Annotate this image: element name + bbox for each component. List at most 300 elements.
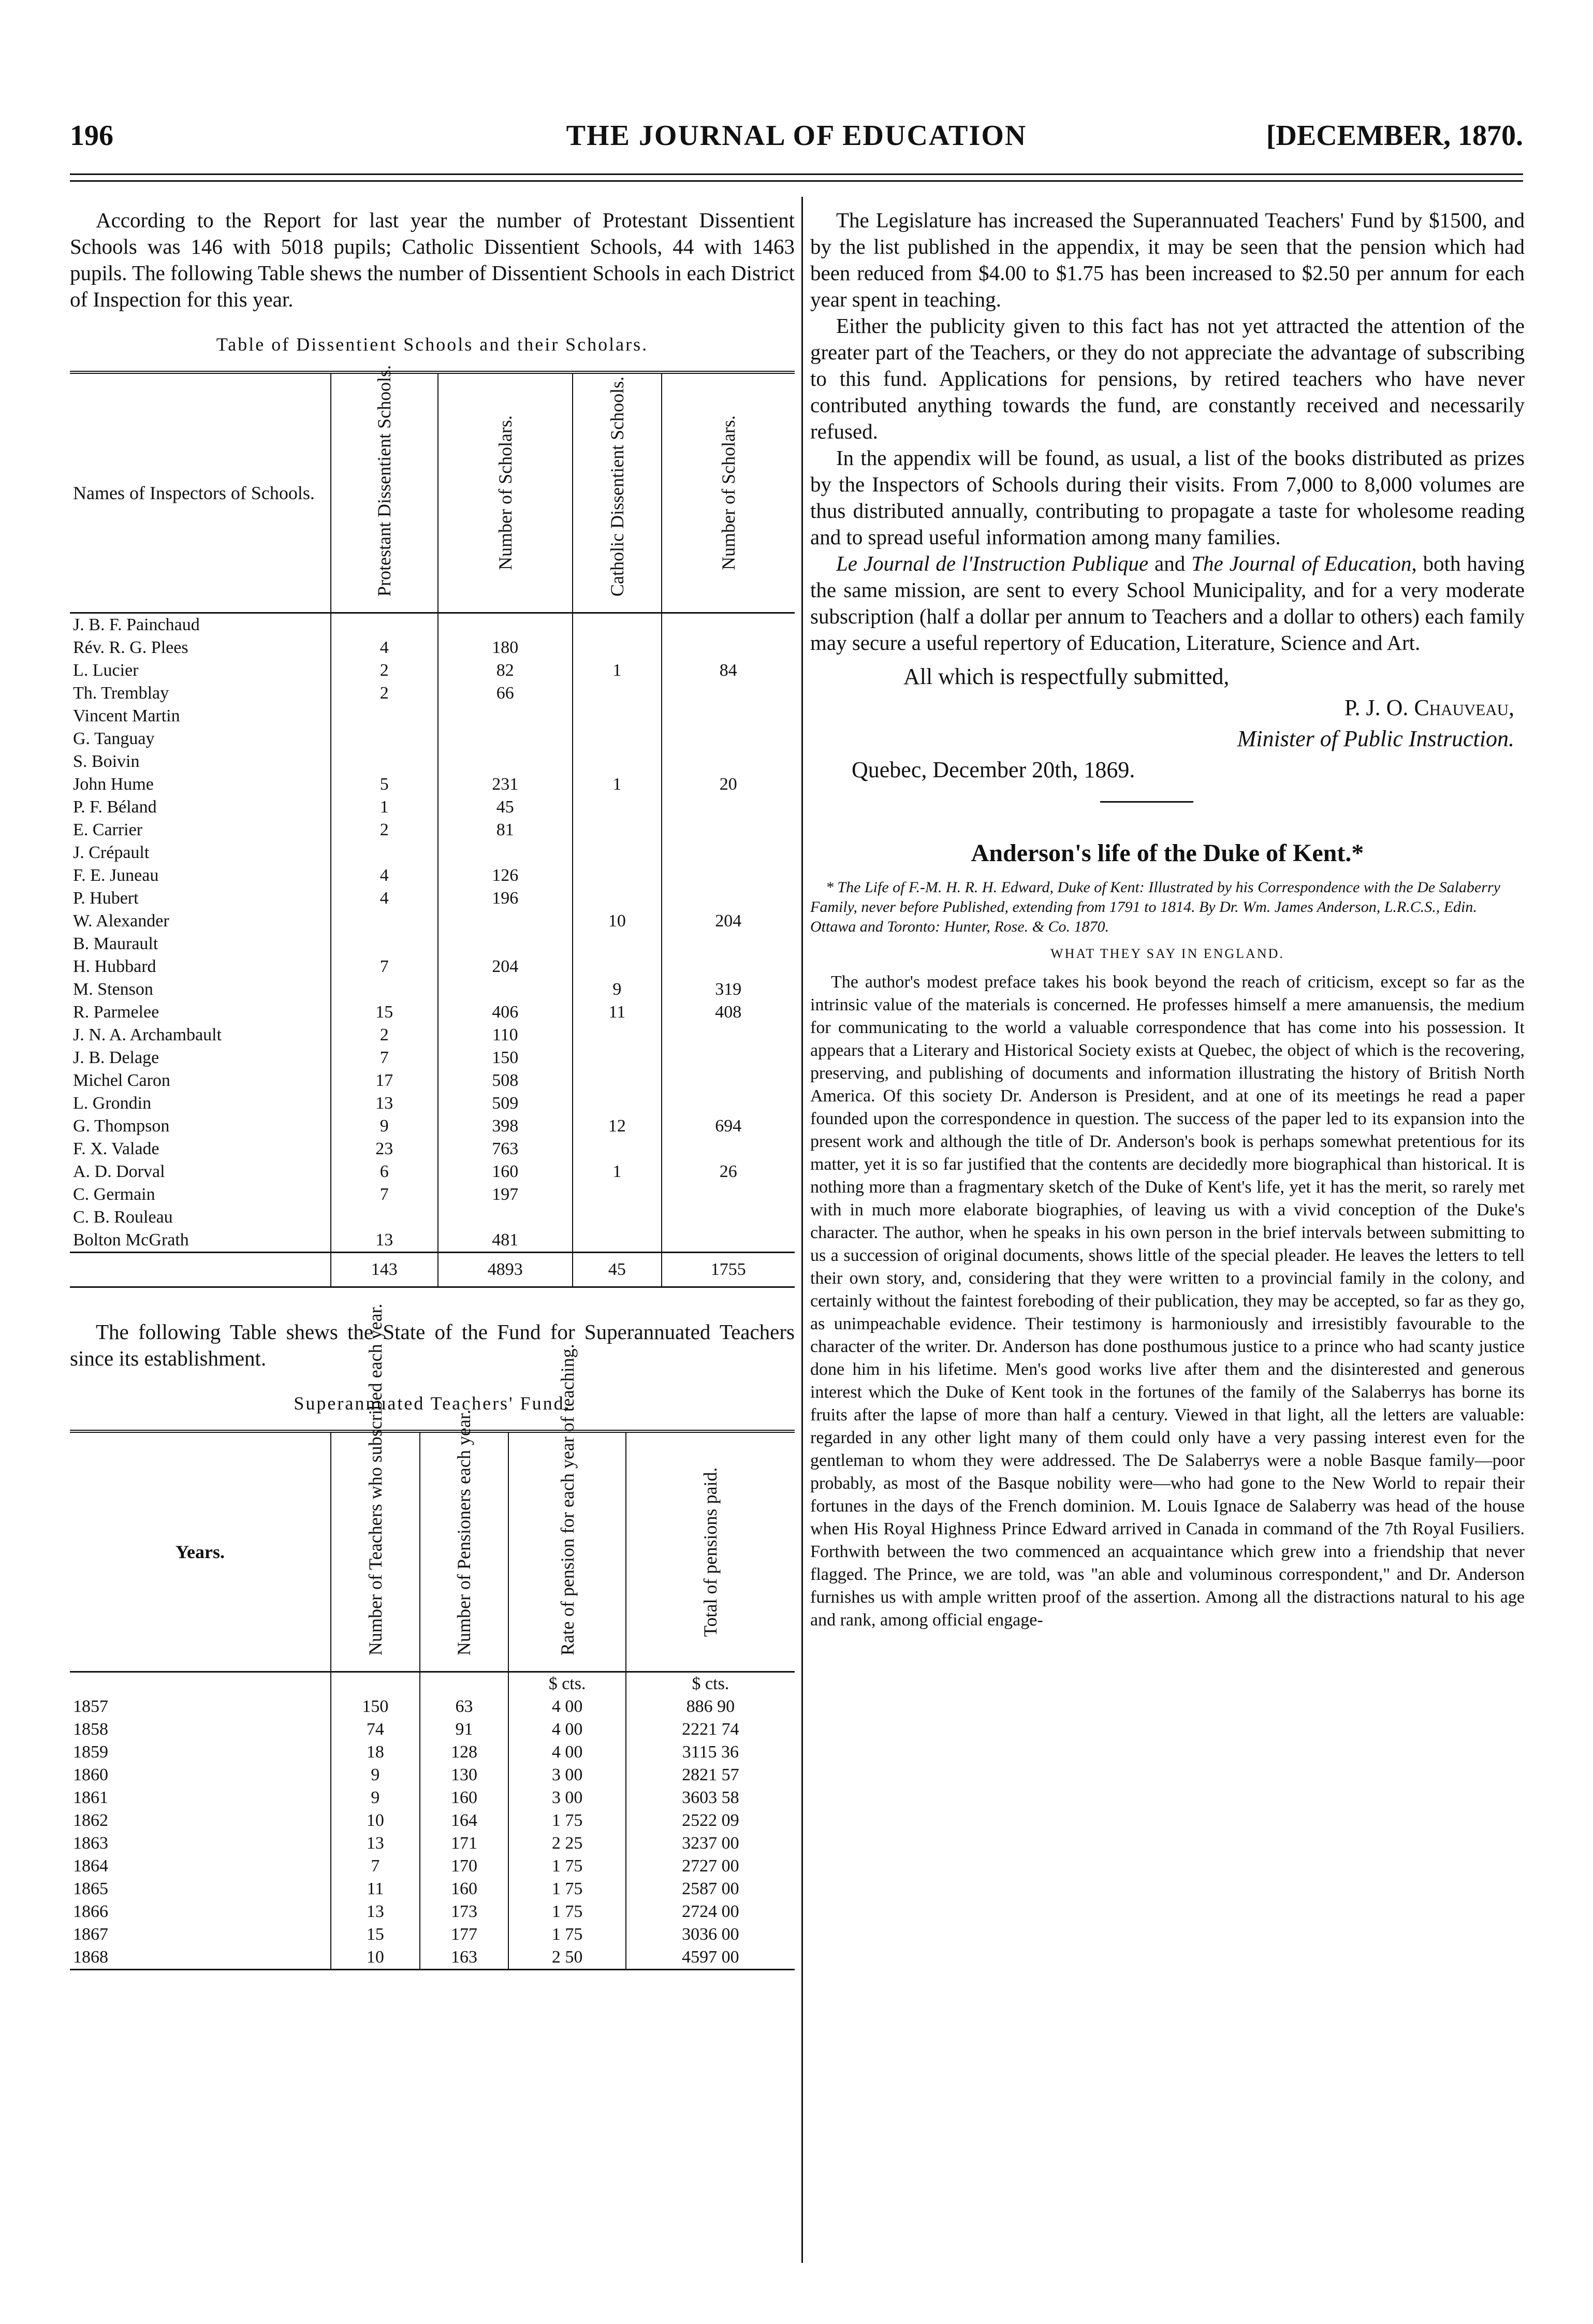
table1-cell [662, 1047, 795, 1069]
table1-row [70, 864, 795, 887]
inspector-name: C. B. Rouleau [73, 1208, 173, 1227]
table1-cell: 4 [331, 887, 438, 910]
journal-english-title: The Journal of Education [1191, 551, 1412, 575]
table1-cell: 1 [331, 796, 438, 819]
journal-french-title: Le Journal de l'Instruction Publique [836, 551, 1149, 575]
table2-units-row [70, 1672, 795, 1696]
table1-header-prot-schools-text: Protestant Dissentient Schools. [374, 365, 395, 597]
table1-cell: 2 [331, 682, 438, 705]
table1-cell: 1 [573, 773, 662, 796]
table2-cell: 7 [331, 1855, 420, 1878]
table2-cell: 3237 00 [626, 1832, 795, 1855]
table2-header-rate-text: Rate of pension for each year of teaching. [557, 1344, 578, 1655]
table1-cell: 6 [331, 1160, 438, 1183]
table1-cell [662, 1024, 795, 1047]
table2-row [70, 1923, 795, 1946]
table1-cell [573, 887, 662, 910]
table2-row [70, 1764, 795, 1786]
inspector-name: R. Parmelee [73, 1003, 159, 1022]
table1-cell [573, 933, 662, 955]
table1-header-row [70, 374, 795, 613]
table1-cell [331, 750, 438, 773]
inspector-name: A. D. Dorval [73, 1162, 165, 1181]
table1-cell: 13 [331, 1092, 438, 1115]
signer-name: P. J. O. Chauveau, [1344, 695, 1514, 720]
review-text: The author's modest preface takes his book beyond the reach of criticism, except so far as the intrinsic value of the materials is concerned. He professes himself a mere amanuensis, the medium for communicating to the world a valuable correspondence that has come into his possession. It appears that a Literary and Historical Society exists at Quebec, the object of which is the recovering, preserving, and publishing of documents and information illustrating the history of British North America. Of this society Dr. Anderson is President, and at one of its meetings he read a paper founded upon the correspondence in question. The success of the paper led to its expansion into the present work and although the title of Dr. Anderson's book is perhaps somewhat pretentious for its matter, yet it is so far justified that the contents are decidedly more biographical than historical. It is nothing more than a fragmentary sketch of the Duke of Kent's life, yet it has the merit, so rarely met with in much more elaborate biographies, of leaving us with a vivid conception of the Duke's character. The author, when he speaks in his own person in the brief intervals between submitting to us a succession of original documents, shows little of the special pleader. He leaves the letters to tell their own story, and, considering that they were written to a provincial family in the colony, and certainly without the faintest foreboding of their publication, they may be accepted, so far as they go, as unimpeachable evidence. Their testimony is harmoniously and irresistibly favourable to the character of the writer. Dr. Anderson has done posthumous justice to a prince who had scanty justice done him in his lifetime. Men's good works live after them and the disinterested and generous interest which the Duke of Kent took in the fortunes of the family of the Salaberrys has borne its fruits after the lapse of more than half a century. Viewed in that light, all the letters are valuable: regarded in any other light many of them could only have a very passing interest even for the gentleman to whom they were addressed. The De Salaberrys were a noble Basque family—poor probably, as most of the Basque nobility were—who had gone to the New World to repair their fortunes in the days of the French dominion. M. Louis Ignace de Salaberry was head of the house when His Royal Highness Prince Edward arrived in Canada in command of the 7th Royal Fusiliers. Forthwith between the two commenced an acquaintance which grew into a friendship that never flagged. The Prince, we are told, was "an able and voluminous correspondent," and Dr. Anderson furnishes us with ample written proof of the assertion. Among all the distractions natural to his age and rank, among official engage- [810, 972, 1525, 1630]
table1-cell [573, 841, 662, 864]
inspector-name: F. X. Valade [73, 1139, 159, 1158]
table1-row [70, 1001, 795, 1024]
table2-row [70, 1832, 795, 1855]
table1-cell [573, 1183, 662, 1206]
table2-cell: 9 [331, 1764, 420, 1786]
inspector-name: B. Maurault [73, 934, 158, 953]
table2-cell: 63 [420, 1695, 509, 1718]
table2-cell: 2 50 [508, 1946, 626, 1969]
table1-cell [438, 613, 573, 637]
year-cell: 1859 [73, 1742, 108, 1762]
table1-cell: 231 [438, 773, 573, 796]
table1-header-cath-scholars [662, 374, 795, 613]
table1-row [70, 933, 795, 955]
table2-cell: 1 75 [508, 1923, 626, 1946]
table2-cell: 3 00 [508, 1764, 626, 1786]
inspector-name: C. Germain [73, 1185, 155, 1204]
table1-total-cell: 1755 [662, 1253, 795, 1287]
table1-cell: 2 [331, 819, 438, 841]
table1-header-cath-scholars-text: Number of Scholars. [718, 415, 739, 571]
year-cell: 1865 [73, 1879, 108, 1898]
table1-cell [662, 1069, 795, 1092]
table1-cell: 9 [331, 1115, 438, 1138]
table1-cell [662, 682, 795, 705]
table2-cell: 2724 00 [626, 1900, 795, 1923]
table1-row [70, 773, 795, 796]
signature-rule [1100, 801, 1193, 803]
table2-cell: 91 [420, 1718, 509, 1741]
table1-cell: 13 [331, 1229, 438, 1253]
journals-paragraph [810, 550, 1525, 656]
table2-cell: 2587 00 [626, 1878, 795, 1900]
table1-header-cath-schools [573, 374, 662, 613]
year-cell: 1866 [73, 1902, 108, 1921]
table2-cell: 18 [331, 1741, 420, 1764]
table1-cell: 398 [438, 1115, 573, 1138]
table1-row [70, 910, 795, 933]
table1-cell [662, 636, 795, 659]
header-rule-bottom [70, 180, 1523, 182]
year-cell: 1858 [73, 1720, 108, 1739]
table1-cell: 15 [331, 1001, 438, 1024]
table1-row [70, 1069, 795, 1092]
inspector-name: Bolton McGrath [73, 1230, 189, 1250]
table1-header-names: Names of Inspectors of Schools. [70, 374, 331, 613]
issue-date: [DECEMBER, 1870. [1266, 120, 1523, 152]
inspector-name: F. E. Juneau [73, 866, 159, 885]
table1-cell [573, 1092, 662, 1115]
table1-cell [331, 978, 438, 1001]
table2-header-pensioners [420, 1410, 509, 1672]
table2-cell: 170 [420, 1855, 509, 1878]
dissentient-schools-table [70, 365, 795, 1288]
year-cell: 1861 [73, 1788, 108, 1807]
table1-cell [573, 819, 662, 841]
signer-title: Minister of Public Instruction. [1237, 726, 1514, 751]
inspector-name: Michel Caron [73, 1071, 170, 1090]
table1-header-prot-scholars [438, 374, 573, 613]
table2-cell: 160 [420, 1786, 509, 1809]
table1-cell: 5 [331, 773, 438, 796]
table1-cell [662, 1183, 795, 1206]
table1-cell: 150 [438, 1047, 573, 1069]
article-footnote: * The Life of F.-M. H. R. H. Edward, Duke of Kent: Illustrated by his Correspondence with the De Salaberry Family, never before Published, extending from 1791 to 1814. By Dr. Wm. James Anderson, L.R.C.S., Edin. Ottawa and Toronto: Hunter, Rose. & Co. 1870. [810, 879, 1500, 935]
table1-cell: 694 [662, 1115, 795, 1138]
table1-cell [438, 841, 573, 864]
table2-cell: 1 75 [508, 1878, 626, 1900]
table2-header-row [70, 1433, 795, 1672]
table2-unit-cell [420, 1672, 509, 1696]
table1-cell: 11 [573, 1001, 662, 1024]
table1-row [70, 796, 795, 819]
table1-cell: 66 [438, 682, 573, 705]
table2-cell: 3603 58 [626, 1786, 795, 1809]
journal-title: THE JOURNAL OF EDUCATION [566, 120, 1027, 152]
table1-row [70, 682, 795, 705]
inspector-name: L. Grondin [73, 1094, 152, 1113]
table2-header-subscribers [331, 1303, 420, 1672]
year-cell: 1864 [73, 1856, 108, 1876]
publicity-paragraph: Either the publicity given to this fact has not yet attracted the attention of the greater part of the Teachers, or they do not appreciate the advantage of subscribing to this fund. Applications for pensions, by retired teachers who have never contributed anything towards the fund, are constantly received and necessarily refused. [810, 314, 1525, 443]
table1-cell [662, 841, 795, 864]
table2-cell: 177 [420, 1923, 509, 1946]
table1-row [70, 841, 795, 864]
year-cell: 1867 [73, 1925, 108, 1944]
article-title: Anderson's life of the Duke of Kent.* [971, 839, 1364, 867]
legislature-paragraph: The Legislature has increased the Superannuated Teachers' Fund by $1500, and by the list published in the appendix, it may be seen that the pension which had been reduced from $4.00 to $1.75 has been increased to $2.50 per annum for each year spent in teaching. [810, 208, 1525, 311]
table1-total-cell: 143 [331, 1253, 438, 1287]
table2-cell: 1 75 [508, 1809, 626, 1832]
table1-cell: 20 [662, 773, 795, 796]
table1-row [70, 1138, 795, 1160]
table2-row [70, 1786, 795, 1809]
table1-cell: 23 [331, 1138, 438, 1160]
table1-cell [573, 1024, 662, 1047]
left-column [70, 207, 795, 2283]
table2-cell: 171 [420, 1832, 509, 1855]
table1-cell: 84 [662, 659, 795, 682]
table2-cell: 163 [420, 1946, 509, 1969]
table2-cell: 173 [420, 1900, 509, 1923]
table1-cell: 508 [438, 1069, 573, 1092]
intro-paragraph: According to the Report for last year the number of Protestant Dissentient Schools was 146 with 5018 pupils; Catholic Dissentient Schools, 44 with 1463 pupils. The following Table shews the number of Dissentient Schools in each District of Inspection for this year. [70, 208, 795, 311]
table1-header-prot-scholars-text: Number of Scholars. [494, 415, 516, 571]
fund-intro-paragraph: The following Table shews the State of the Fund for Superannuated Teachers since its establishment. [70, 1320, 795, 1370]
table1-cell: 7 [331, 1047, 438, 1069]
year-cell: 1868 [73, 1948, 108, 1967]
inspector-name: E. Carrier [73, 820, 143, 839]
table2-cell: 2821 57 [626, 1764, 795, 1786]
table2-cell: 1 75 [508, 1855, 626, 1878]
table1-row [70, 1024, 795, 1047]
table1-row [70, 1115, 795, 1138]
table1-cell [662, 705, 795, 728]
table1-row [70, 613, 795, 637]
table1-cell: 481 [438, 1229, 573, 1253]
table1-row [70, 887, 795, 910]
subheading: WHAT THEY SAY IN ENGLAND. [1050, 946, 1284, 961]
inspector-name: H. Hubbard [73, 957, 156, 976]
inspector-name: M. Stenson [73, 980, 153, 999]
table1-row [70, 636, 795, 659]
inspector-name: P. F. Béland [73, 797, 157, 817]
table1-totals-row [70, 1253, 795, 1287]
table1-cell [573, 1229, 662, 1253]
table2-row [70, 1741, 795, 1764]
page-number: 196 [70, 120, 113, 152]
table1-row [70, 728, 795, 750]
inspector-name: Rév. R. G. Plees [73, 638, 188, 657]
table2-cell: 2522 09 [626, 1809, 795, 1832]
table1-cell [573, 1138, 662, 1160]
table1-total-cell: 45 [573, 1253, 662, 1287]
table1-cell: 197 [438, 1183, 573, 1206]
table1-cell: 4 [331, 864, 438, 887]
table1-cell [573, 728, 662, 750]
table1-cell [662, 1229, 795, 1253]
place-date: Quebec, December 20th, 1869. [852, 757, 1135, 782]
table2-unit-cell [70, 1672, 331, 1696]
table1-cell [573, 705, 662, 728]
table2-cell: 15 [331, 1923, 420, 1946]
inspector-name: Vincent Martin [73, 706, 180, 725]
submitted-line: All which is respectfully submitted, [903, 664, 1230, 689]
table1-cell [573, 1069, 662, 1092]
table1-cell [438, 1206, 573, 1229]
table1-row [70, 1206, 795, 1229]
table2-cell: 74 [331, 1718, 420, 1741]
table1-cell [573, 750, 662, 773]
inspector-name: W. Alexander [73, 911, 169, 931]
table1-row [70, 659, 795, 682]
table1-cell [662, 887, 795, 910]
table2-row [70, 1718, 795, 1741]
table1-cell: 4 [331, 636, 438, 659]
appendix-paragraph: In the appendix will be found, as usual, a list of the books distributed as prizes by the Inspectors of Schools during their visits. From 7,000 to 8,000 volumes are thus distributed annually, contributing to propagate a taste for wholesome reading and to spread useful information among many families. [810, 446, 1525, 549]
table1-cell: 763 [438, 1138, 573, 1160]
table1-caption-text: Table of Dissentient Schools and their Scholars. [216, 334, 649, 355]
table1-cell: 204 [438, 955, 573, 978]
table2-cell: 9 [331, 1786, 420, 1809]
table1-cell: 12 [573, 1115, 662, 1138]
table2-unit-cell [331, 1672, 420, 1696]
table2-cell: 2 25 [508, 1832, 626, 1855]
table1-cell [662, 955, 795, 978]
table1-cell [662, 796, 795, 819]
table1-cell [438, 978, 573, 1001]
table1-header-prot-schools [331, 365, 438, 613]
table1-cell [573, 1206, 662, 1229]
table1-total-cell: 4893 [438, 1253, 573, 1287]
table1-row [70, 750, 795, 773]
table1-row [70, 1183, 795, 1206]
right-column [810, 207, 1525, 2283]
inspector-name: John Hume [73, 775, 154, 794]
inspector-name: G. Tanguay [73, 729, 155, 748]
table1-total-cell [70, 1253, 331, 1287]
table2-header-pensioners-text: Number of Pensioners each year. [454, 1410, 475, 1655]
table2-cell: 164 [420, 1809, 509, 1832]
inspector-name: G. Thompson [73, 1116, 170, 1136]
table1-cell: 2 [331, 1024, 438, 1047]
inspector-name: J. N. A. Archambault [73, 1025, 222, 1044]
table2-row [70, 1900, 795, 1923]
table1-cell [331, 841, 438, 864]
table1-cell: 406 [438, 1001, 573, 1024]
table1-row [70, 705, 795, 728]
table1-cell [331, 613, 438, 637]
table1-cell: 10 [573, 910, 662, 933]
year-cell: 1857 [73, 1697, 108, 1716]
table2-cell: 10 [331, 1809, 420, 1832]
table1-header-cath-schools-text: Catholic Dissentient Schools. [606, 376, 627, 597]
table1-row [70, 1160, 795, 1183]
table2-cell: 1 75 [508, 1900, 626, 1923]
table2-cell: 13 [331, 1900, 420, 1923]
column-divider [801, 197, 803, 2263]
table2-cell: 13 [331, 1832, 420, 1855]
table1-cell [573, 955, 662, 978]
table1-cell [438, 750, 573, 773]
table1-cell: 1 [573, 1160, 662, 1183]
table1-cell: 9 [573, 978, 662, 1001]
table1-cell [662, 1092, 795, 1115]
table1-cell: 509 [438, 1092, 573, 1115]
table1-cell [662, 933, 795, 955]
table2-unit-cell: $ cts. [626, 1672, 795, 1696]
table2-cell: 2221 74 [626, 1718, 795, 1741]
table1-cell: 1 [573, 659, 662, 682]
table2-cell: 3 00 [508, 1786, 626, 1809]
table2-header-rate [508, 1344, 626, 1672]
table1-row [70, 1092, 795, 1115]
table1-cell [331, 910, 438, 933]
year-cell: 1860 [73, 1765, 108, 1784]
header-rule-top [70, 173, 1523, 175]
table2-row [70, 1809, 795, 1832]
table1-cell: 82 [438, 659, 573, 682]
table2-cell: 4597 00 [626, 1946, 795, 1969]
table1-row [70, 955, 795, 978]
table2-cell: 160 [420, 1878, 509, 1900]
table1-cell: 45 [438, 796, 573, 819]
table1-cell [438, 728, 573, 750]
table1-cell [573, 636, 662, 659]
inspector-name: J. B. F. Painchaud [73, 615, 200, 634]
table2-cell: 10 [331, 1946, 420, 1969]
table1-cell [662, 728, 795, 750]
table1-cell [662, 613, 795, 637]
table1-cell [662, 864, 795, 887]
table1-cell [573, 1047, 662, 1069]
journals-and: and [1154, 551, 1186, 575]
table1-cell: 7 [331, 1183, 438, 1206]
table1-cell [573, 796, 662, 819]
table1-cell: 17 [331, 1069, 438, 1092]
table2-cell: 4 00 [508, 1695, 626, 1718]
table1-row [70, 978, 795, 1001]
table1-cell [573, 613, 662, 637]
table1-cell [662, 750, 795, 773]
table2-header-total-text: Total of pensions paid. [700, 1467, 721, 1637]
table1-cell [573, 864, 662, 887]
year-cell: 1863 [73, 1834, 108, 1853]
table2-cell: 886 90 [626, 1695, 795, 1718]
table2-cell: 4 00 [508, 1718, 626, 1741]
table2-cell: 3115 36 [626, 1741, 795, 1764]
table1-row [70, 819, 795, 841]
table1-cell [662, 1138, 795, 1160]
table1-cell [438, 705, 573, 728]
table2-caption [70, 1392, 795, 1414]
journals-paragraph-rest: , both having the same mission, are sent to every School Municipality, and for a very moderate subscription (half a dollar per annum to Teachers and a dollar to others) each family may secure a useful repertory of Education, Literature, Science and Art. [810, 551, 1525, 655]
table1-cell [438, 933, 573, 955]
inspector-name: J. Crépault [73, 843, 150, 862]
table2-header-total [626, 1433, 795, 1672]
table1-cell [573, 682, 662, 705]
table1-row [70, 1047, 795, 1069]
inspector-name: S. Boivin [73, 752, 140, 771]
inspector-name: J. B. Delage [73, 1048, 159, 1067]
table1-cell: 2 [331, 659, 438, 682]
table1-cell: 26 [662, 1160, 795, 1183]
table1-cell: 408 [662, 1001, 795, 1024]
table1-cell: 180 [438, 636, 573, 659]
table1-row [70, 1229, 795, 1253]
table2-cell: 128 [420, 1741, 509, 1764]
table2-cell: 11 [331, 1878, 420, 1900]
table2-row [70, 1855, 795, 1878]
table2-cell: 4 00 [508, 1741, 626, 1764]
table1-cell [331, 933, 438, 955]
table1-cell: 204 [662, 910, 795, 933]
table1-cell [438, 910, 573, 933]
table1-cell: 319 [662, 978, 795, 1001]
table1-cell [331, 728, 438, 750]
table2-cell: 3036 00 [626, 1923, 795, 1946]
table1-caption [70, 333, 795, 355]
inspector-name: P. Hubert [73, 889, 139, 908]
table2-row [70, 1946, 795, 1969]
table2-header-subscribers-text: Number of Teachers who subscribed each year. [364, 1303, 386, 1655]
table1-cell [331, 705, 438, 728]
table2-row [70, 1878, 795, 1900]
table2-row [70, 1695, 795, 1718]
table2-caption-text: Superannuated Teachers' Fund. [294, 1393, 571, 1414]
table1-cell: 160 [438, 1160, 573, 1183]
table1-cell: 110 [438, 1024, 573, 1047]
inspector-name: Th. Tremblay [73, 684, 169, 703]
table1-cell: 126 [438, 864, 573, 887]
year-cell: 1862 [73, 1811, 108, 1830]
table1-cell: 7 [331, 955, 438, 978]
table1-cell [662, 819, 795, 841]
table2-cell: 2727 00 [626, 1855, 795, 1878]
table2-unit-cell: $ cts. [508, 1672, 626, 1696]
table1-cell [662, 1206, 795, 1229]
table2-cell: 130 [420, 1764, 509, 1786]
table1-cell: 196 [438, 887, 573, 910]
page-header [70, 119, 1523, 166]
